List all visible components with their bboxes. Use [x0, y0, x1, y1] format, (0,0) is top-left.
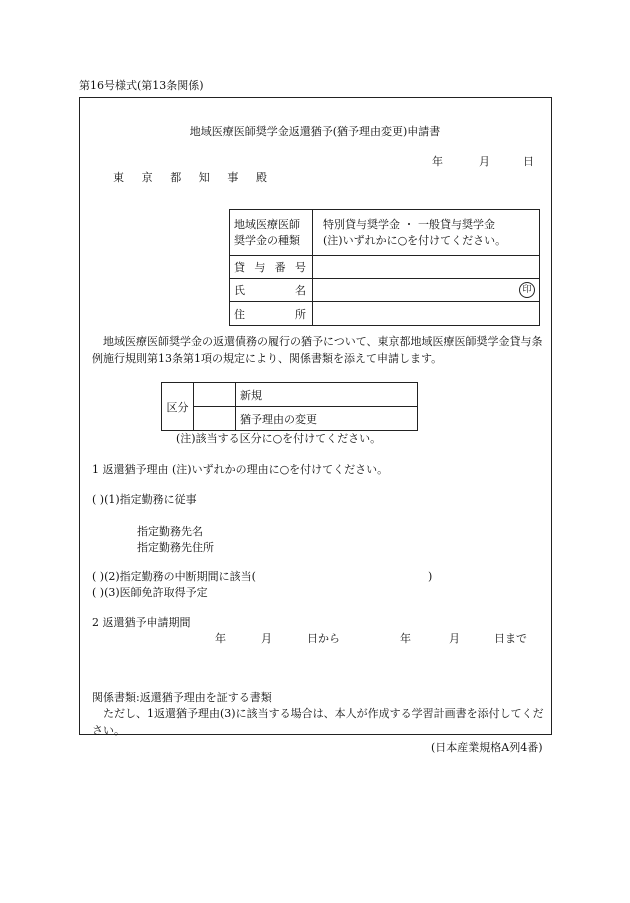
category-table	[161, 382, 418, 431]
reason-item-2-close: )	[428, 570, 433, 583]
seal-mark: 印	[519, 282, 535, 298]
addressee-char: 事	[227, 171, 239, 184]
category-option-change: 猶予理由の変更	[236, 407, 418, 431]
name-label: 氏 名	[230, 279, 313, 302]
reason-item-3[interactable]: ( )(3)医師免許取得予定	[92, 586, 208, 599]
related-docs-note: ただし、1返還猶予理由(3)に該当する場合は、本人が作成する学習計画書を添付してください。	[92, 707, 544, 737]
section1-heading: 1 返還猶予理由 (注)いずれかの理由に○を付けてください。	[92, 463, 389, 476]
section2-heading: 2 返還猶予申請期間	[92, 616, 191, 629]
form-number: 第16号様式(第13条関係)	[79, 79, 204, 92]
addressee	[113, 172, 267, 183]
addressee-char: 都	[170, 171, 182, 184]
category-note: (注)該当する区分に○を付けてください。	[176, 432, 382, 445]
addressee-char: 知	[198, 171, 210, 184]
period-to-month: 月	[449, 632, 460, 645]
loan-number-label: 貸 与 番 号	[230, 256, 313, 279]
category-mark-change[interactable]	[194, 407, 236, 431]
period-from-month: 月	[261, 632, 272, 645]
category-mark-new[interactable]	[194, 383, 236, 407]
reason-item-1[interactable]: ( )(1)指定勤務に従事	[92, 493, 197, 506]
date-month: 月	[479, 155, 490, 168]
related-docs: 関係書類:返還猶予理由を証する書類	[92, 691, 272, 704]
loan-number-field[interactable]	[313, 256, 540, 279]
form-title: 地域医療医師奨学金返還猶予(猶予理由変更)申請書	[189, 125, 441, 138]
category-option-new: 新規	[236, 383, 418, 407]
applicant-table	[229, 209, 540, 326]
body-text: 地域医療医師奨学金の返還債務の履行の猶予について、東京都地域医療医師奨学金貸与条例施行規則第13条第1項の規定により、関係書類を添えて申請します。	[92, 335, 543, 365]
addressee-char: 東	[113, 171, 124, 184]
period-to-day: 日まで	[494, 632, 527, 645]
name-field[interactable]	[313, 279, 540, 302]
scholarship-type-label: 地域医療医師 奨学金の種類	[230, 210, 313, 256]
date-year: 年	[432, 155, 443, 168]
address-field[interactable]	[313, 302, 540, 326]
paper-size-note: (日本産業規格A列4番)	[431, 741, 543, 754]
designated-workplace-name: 指定勤務先名	[137, 525, 203, 538]
address-label: 住 所	[230, 302, 313, 326]
scholarship-type-value[interactable]: 特別貸与奨学金 ・ 一般貸与奨学金 (注)いずれかに○を付けてください。	[313, 210, 540, 256]
period-to-year: 年	[400, 632, 411, 645]
reason-item-2[interactable]: ( )(2)指定勤務の中断期間に該当(	[92, 570, 256, 583]
period-from-day: 日から	[307, 632, 340, 645]
category-label: 区分	[162, 383, 194, 431]
designated-workplace-address: 指定勤務先住所	[137, 541, 214, 554]
addressee-char: 殿	[255, 171, 267, 184]
period-from-year: 年	[215, 632, 226, 645]
date-day: 日	[523, 155, 534, 168]
addressee-char: 京	[141, 171, 153, 184]
